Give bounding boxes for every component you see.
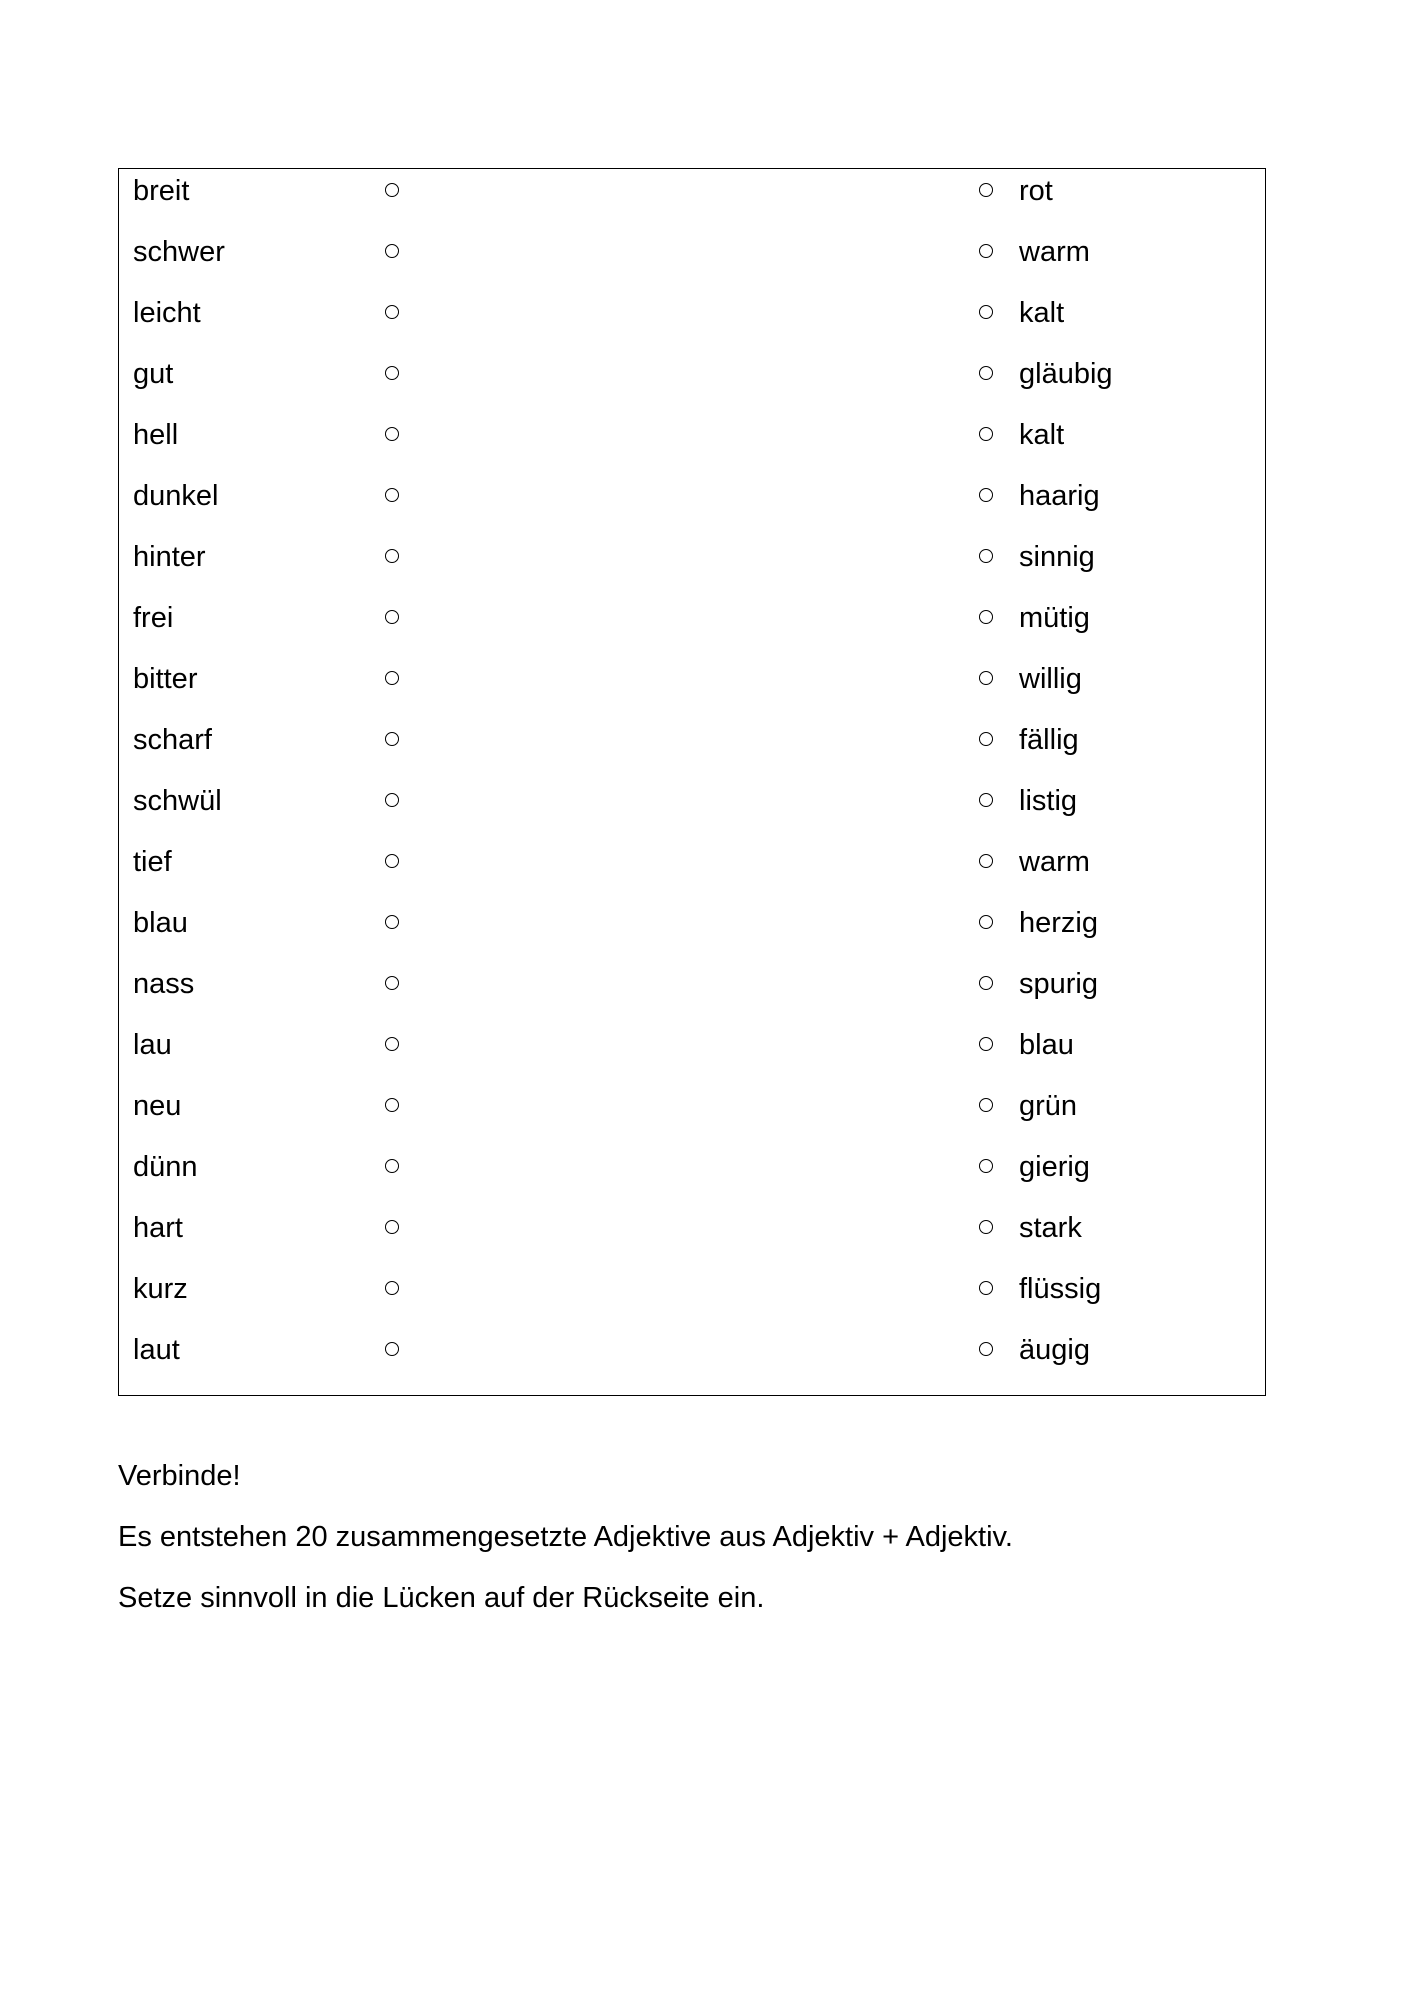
left-word: schwer <box>133 236 225 268</box>
left-connector-circle-icon[interactable] <box>385 854 399 868</box>
instructions-block <box>118 1456 1298 1639</box>
pair-row <box>119 1269 1265 1330</box>
left-connector-circle-icon[interactable] <box>385 976 399 990</box>
right-connector-circle-icon[interactable] <box>979 976 993 990</box>
right-connector-circle-icon[interactable] <box>979 1342 993 1356</box>
right-connector-circle-icon[interactable] <box>979 427 993 441</box>
right-connector-circle-icon[interactable] <box>979 366 993 380</box>
pair-row <box>119 1086 1265 1147</box>
pair-row <box>119 1025 1265 1086</box>
left-connector-circle-icon[interactable] <box>385 915 399 929</box>
instruction-connect: Verbinde! <box>118 1460 241 1492</box>
left-connector-circle-icon[interactable] <box>385 305 399 319</box>
left-connector-circle-icon[interactable] <box>385 183 399 197</box>
pair-row <box>119 354 1265 415</box>
pair-row <box>119 659 1265 720</box>
right-connector-circle-icon[interactable] <box>979 671 993 685</box>
instruction-description: Es entstehen 20 zusammengesetzte Adjektive aus Adjektiv + Adjektiv. <box>118 1521 1013 1553</box>
left-connector-circle-icon[interactable] <box>385 488 399 502</box>
pair-row <box>119 598 1265 659</box>
left-connector-circle-icon[interactable] <box>385 1281 399 1295</box>
left-word: schwül <box>133 785 222 817</box>
right-connector-circle-icon[interactable] <box>979 488 993 502</box>
pair-row <box>119 781 1265 842</box>
left-word: nass <box>133 968 195 1000</box>
pair-row <box>119 232 1265 293</box>
left-connector-circle-icon[interactable] <box>385 1098 399 1112</box>
right-word: stark <box>1019 1212 1082 1244</box>
left-connector-circle-icon[interactable] <box>385 1159 399 1173</box>
right-word: rot <box>1019 175 1053 207</box>
right-word: spurig <box>1019 968 1098 1000</box>
right-word: willig <box>1019 663 1082 695</box>
right-connector-circle-icon[interactable] <box>979 1159 993 1173</box>
left-word: gut <box>133 358 174 390</box>
right-word: flüssig <box>1019 1273 1102 1305</box>
left-word: blau <box>133 907 188 939</box>
left-word: hinter <box>133 541 206 573</box>
left-word: hart <box>133 1212 183 1244</box>
left-word: leicht <box>133 297 201 329</box>
left-word: bitter <box>133 663 198 695</box>
left-connector-circle-icon[interactable] <box>385 244 399 258</box>
right-word: äugig <box>1019 1334 1090 1366</box>
left-connector-circle-icon[interactable] <box>385 610 399 624</box>
left-connector-circle-icon[interactable] <box>385 732 399 746</box>
instruction-fill-in: Setze sinnvoll in die Lücken auf der Rückseite ein. <box>118 1582 765 1614</box>
pair-row <box>119 842 1265 903</box>
right-word: fällig <box>1019 724 1079 756</box>
pair-row <box>119 1330 1265 1391</box>
left-connector-circle-icon[interactable] <box>385 427 399 441</box>
right-word: mütig <box>1019 602 1090 634</box>
left-word: tief <box>133 846 172 878</box>
right-word: listig <box>1019 785 1078 817</box>
pair-row <box>119 476 1265 537</box>
right-connector-circle-icon[interactable] <box>979 915 993 929</box>
left-word: dünn <box>133 1151 198 1183</box>
pair-row <box>119 171 1265 232</box>
right-connector-circle-icon[interactable] <box>979 610 993 624</box>
pair-row <box>119 1208 1265 1269</box>
right-connector-circle-icon[interactable] <box>979 183 993 197</box>
left-word: breit <box>133 175 190 207</box>
left-word: dunkel <box>133 480 219 512</box>
right-word: warm <box>1019 846 1090 878</box>
right-connector-circle-icon[interactable] <box>979 854 993 868</box>
right-connector-circle-icon[interactable] <box>979 1220 993 1234</box>
left-word: frei <box>133 602 174 634</box>
right-word: gierig <box>1019 1151 1090 1183</box>
left-word: hell <box>133 419 179 451</box>
right-connector-circle-icon[interactable] <box>979 1037 993 1051</box>
right-word: sinnig <box>1019 541 1095 573</box>
left-connector-circle-icon[interactable] <box>385 793 399 807</box>
right-connector-circle-icon[interactable] <box>979 793 993 807</box>
right-connector-circle-icon[interactable] <box>979 1281 993 1295</box>
left-connector-circle-icon[interactable] <box>385 366 399 380</box>
right-connector-circle-icon[interactable] <box>979 1098 993 1112</box>
left-connector-circle-icon[interactable] <box>385 1220 399 1234</box>
left-word: laut <box>133 1334 180 1366</box>
pair-row <box>119 720 1265 781</box>
right-word: haarig <box>1019 480 1100 512</box>
matching-exercise-box <box>118 168 1266 1396</box>
right-word: kalt <box>1019 419 1065 451</box>
right-word: kalt <box>1019 297 1065 329</box>
right-word: gläubig <box>1019 358 1113 390</box>
pair-row <box>119 903 1265 964</box>
left-word: lau <box>133 1029 172 1061</box>
pair-row <box>119 415 1265 476</box>
left-connector-circle-icon[interactable] <box>385 671 399 685</box>
right-connector-circle-icon[interactable] <box>979 244 993 258</box>
pair-row <box>119 537 1265 598</box>
right-word: blau <box>1019 1029 1074 1061</box>
left-connector-circle-icon[interactable] <box>385 1342 399 1356</box>
left-word: scharf <box>133 724 212 756</box>
right-word: grün <box>1019 1090 1078 1122</box>
right-connector-circle-icon[interactable] <box>979 549 993 563</box>
pair-row <box>119 964 1265 1025</box>
right-connector-circle-icon[interactable] <box>979 732 993 746</box>
pair-row <box>119 293 1265 354</box>
right-word: warm <box>1019 236 1090 268</box>
right-connector-circle-icon[interactable] <box>979 305 993 319</box>
left-word: neu <box>133 1090 182 1122</box>
left-word: kurz <box>133 1273 188 1305</box>
left-connector-circle-icon[interactable] <box>385 1037 399 1051</box>
left-connector-circle-icon[interactable] <box>385 549 399 563</box>
right-word: herzig <box>1019 907 1098 939</box>
pair-row <box>119 1147 1265 1208</box>
